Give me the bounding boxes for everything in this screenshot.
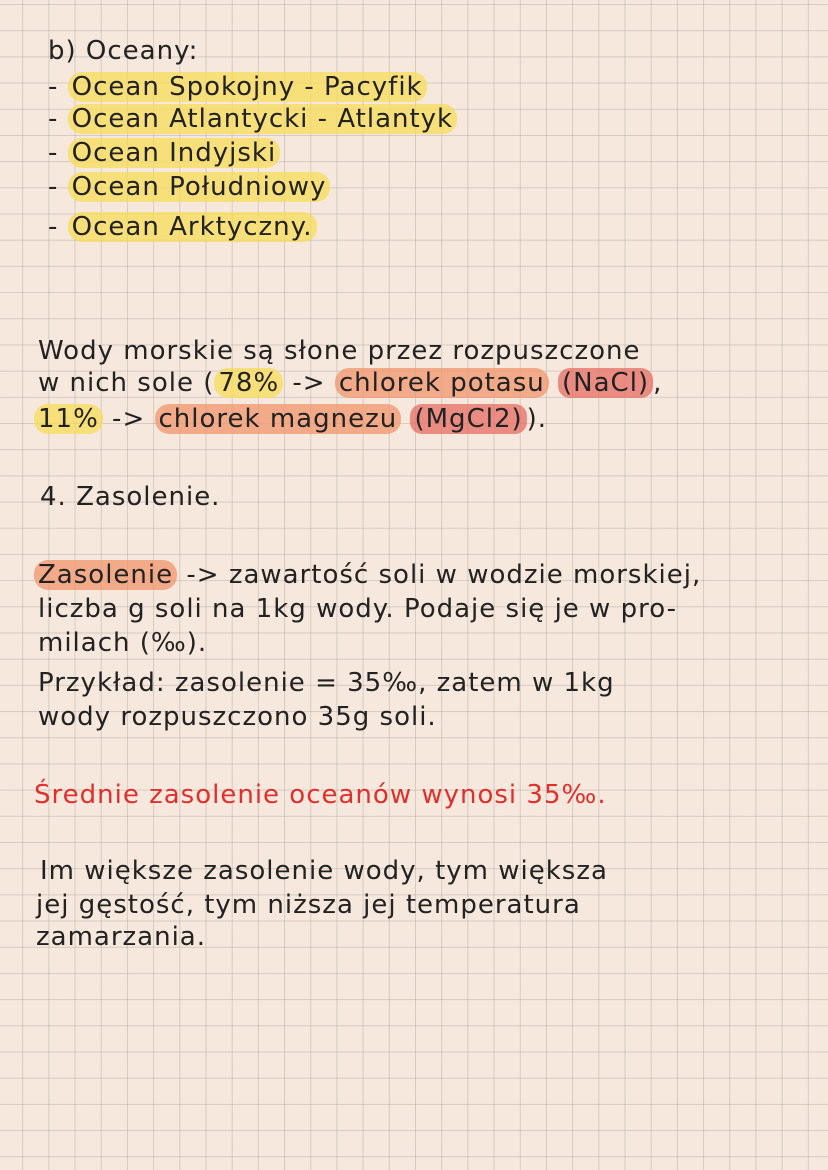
compound-1: chlorek potasu [335, 368, 549, 398]
formula-2: (MgCl2) [410, 404, 526, 434]
formula-1: (NaCl) [558, 368, 653, 398]
waters-line-3: 11% -> chlorek magnezu (MgCl2) ). [34, 404, 547, 434]
percent-11: 11% [34, 404, 103, 434]
ocean-item-3 [48, 138, 280, 168]
average-salinity: Średnie zasolenie oceanów wynosi 35‰. [34, 780, 607, 810]
conclusion-line-1: Im większe zasolenie wody, tym większa [40, 856, 608, 886]
waters-line-1: Wody morskie są słone przez rozpuszczone [38, 336, 641, 366]
ocean-item-4 [48, 172, 330, 202]
definition-line-1: Zasolenie -> zawartość soli w wodzie morskiej, [34, 560, 701, 590]
percent-78: 78% [214, 368, 283, 398]
ocean-item-2 [48, 104, 457, 134]
term-zasolenie: Zasolenie [34, 560, 177, 590]
ocean-item-1 [48, 72, 427, 102]
definition-line-2: liczba g soli na 1kg wody. Podaje się je w pro- [38, 594, 677, 624]
ocean-item-5 [48, 212, 317, 242]
dash: - [48, 172, 59, 202]
definition-line-3: milach (‰). [38, 628, 208, 658]
example-line-2: wody rozpuszczono 35g soli. [38, 702, 437, 732]
dash: - [48, 72, 59, 102]
compound-2: chlorek magnezu [155, 404, 402, 434]
ocean-name-2: Ocean Atlantycki - Atlantyk [68, 104, 457, 134]
heading-oceans: b) Oceany: [48, 36, 199, 66]
ocean-name-1: Ocean Spokojny - Pacyfik [68, 72, 427, 102]
conclusion-line-3: zamarzania. [36, 922, 207, 952]
ocean-name-5: Ocean Arktyczny. [68, 212, 317, 242]
example-line-1: Przykład: zasolenie = 35‰, zatem w 1kg [38, 668, 615, 698]
dash: - [48, 212, 59, 242]
conclusion-line-2: jej gęstość, tym niższa jej temperatura [36, 890, 581, 920]
ocean-name-3: Ocean Indyjski [68, 138, 281, 168]
dash: - [48, 138, 59, 168]
section-4-heading: 4. Zasolenie. [40, 482, 221, 512]
dash: - [48, 104, 59, 134]
waters-line-2: w nich sole ( 78% -> chlorek potasu (NaCl) , [38, 368, 663, 398]
ocean-name-4: Ocean Południowy [68, 172, 331, 202]
